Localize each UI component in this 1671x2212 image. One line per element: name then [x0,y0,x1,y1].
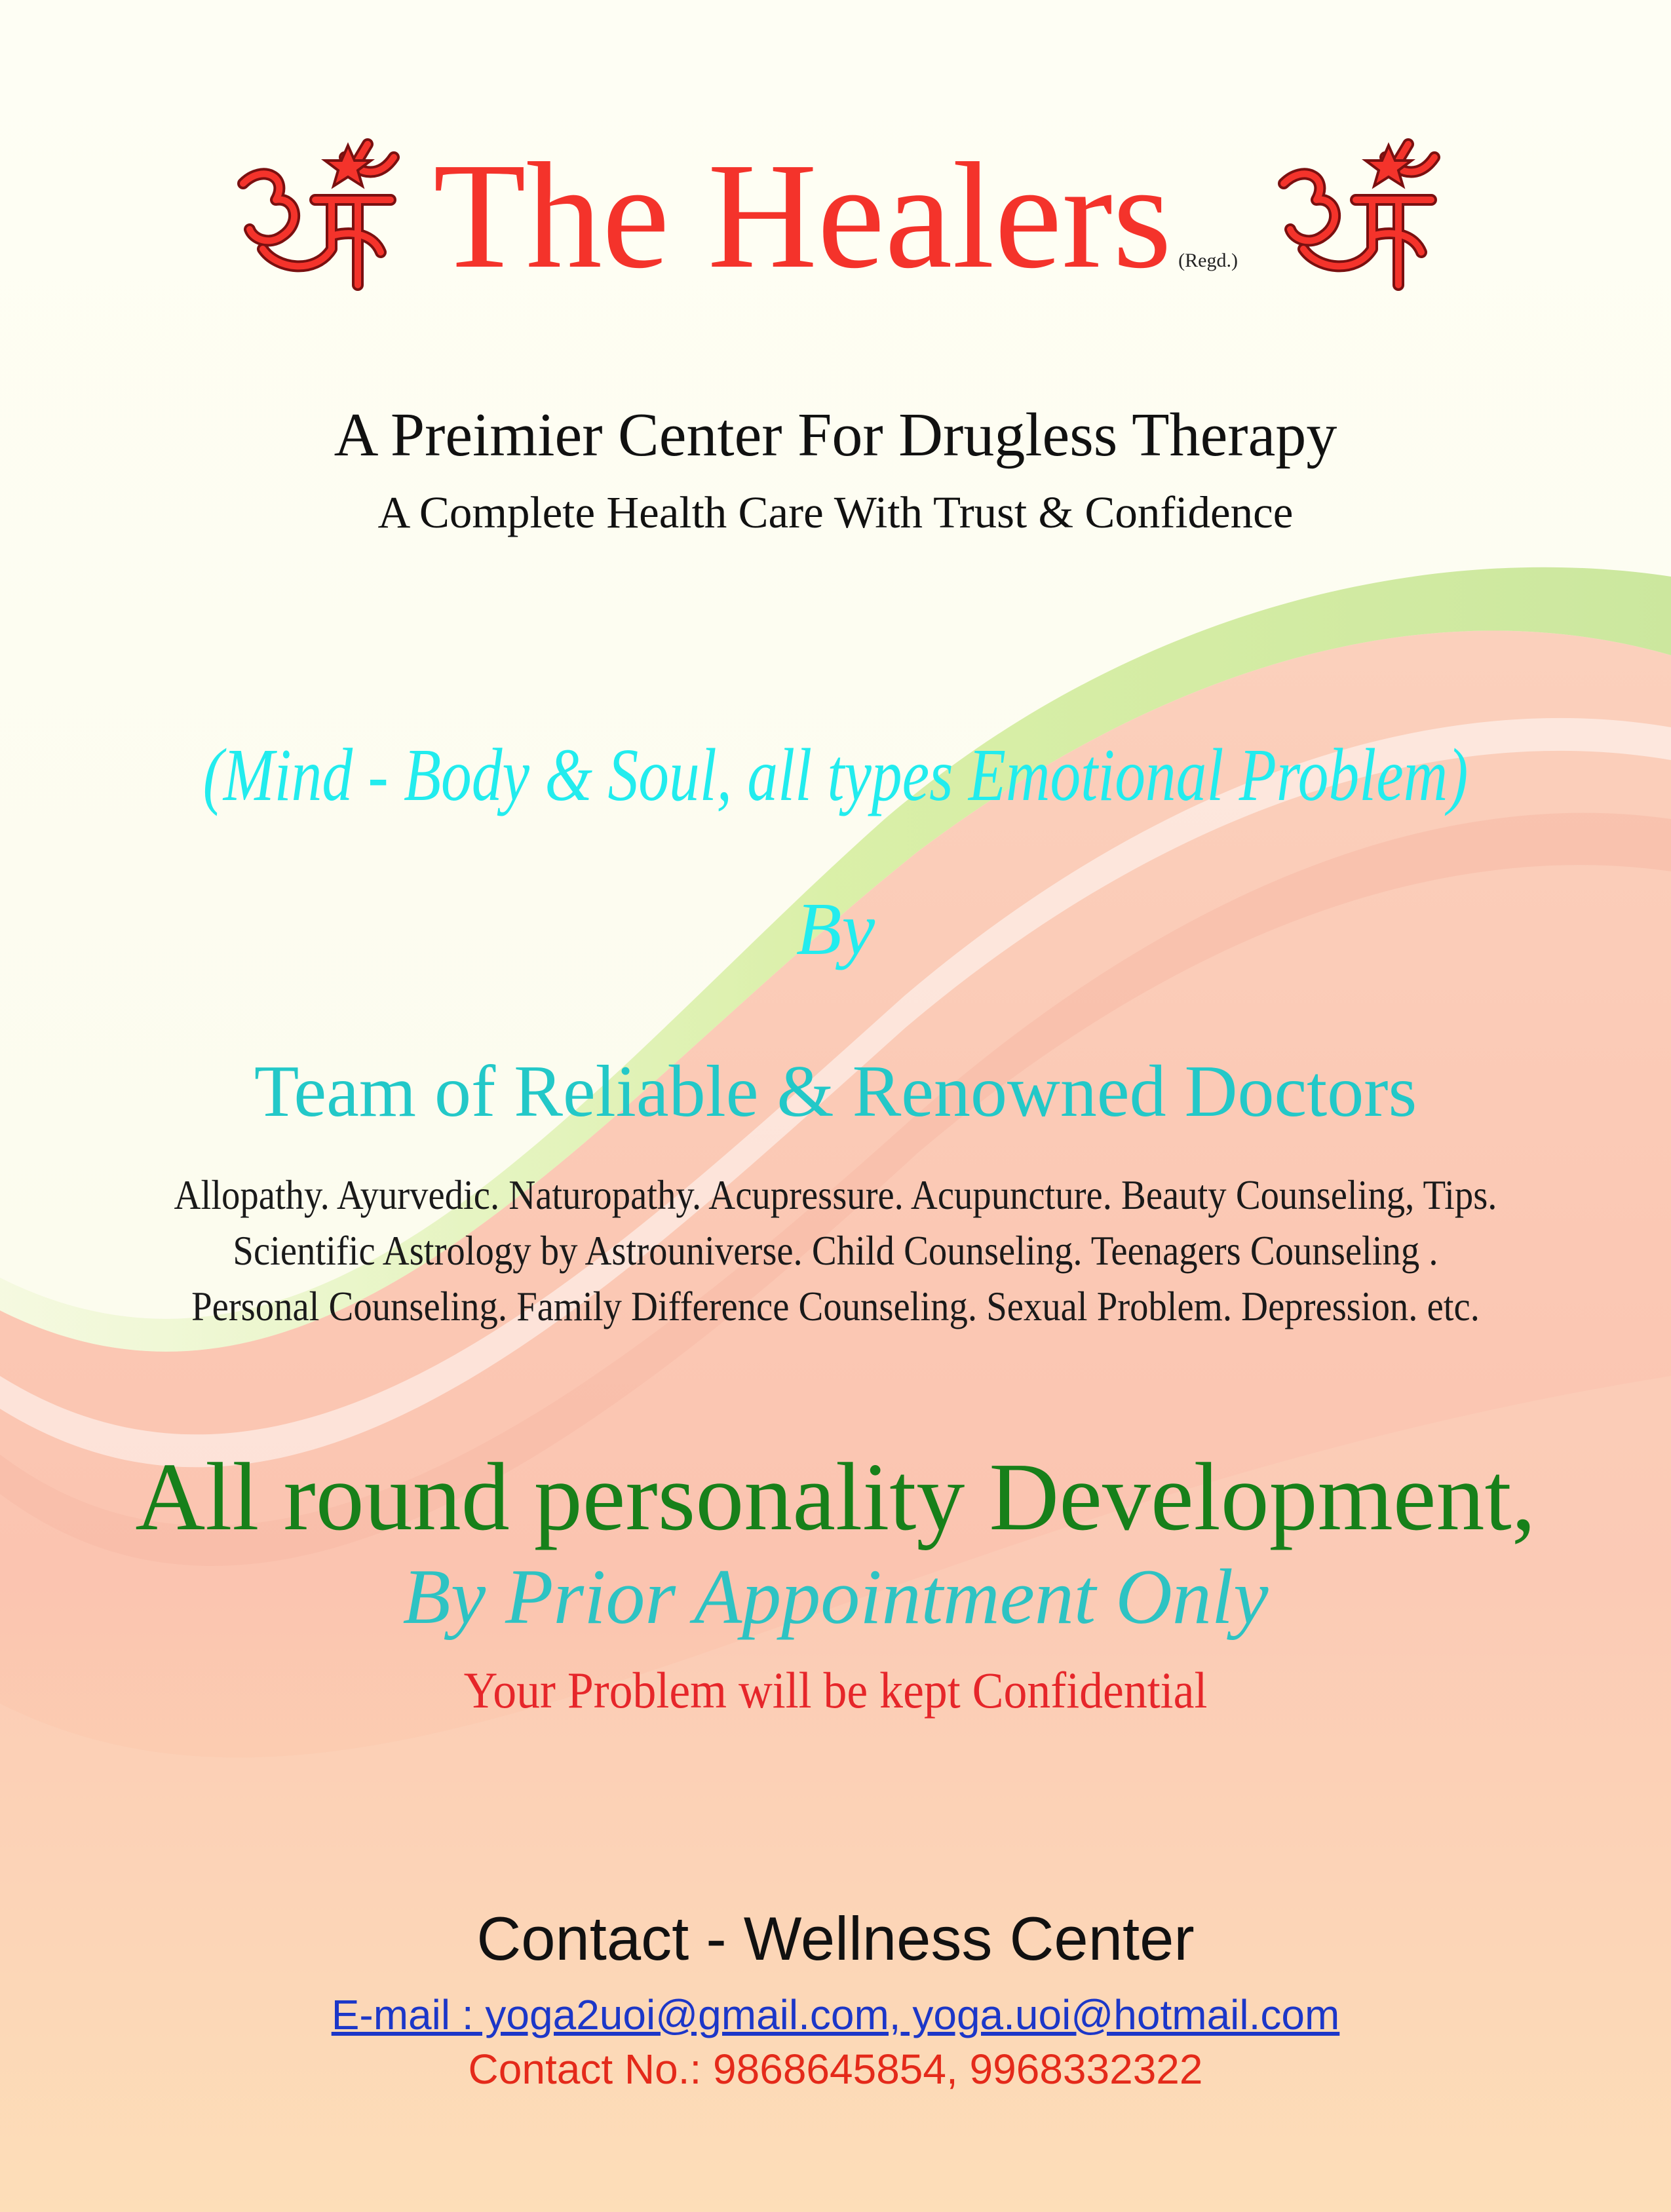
appointment-note: By Prior Appointment Only [402,1553,1269,1640]
team-heading: Team of Reliable & Renowned Doctors [254,1051,1417,1132]
om-symbol-icon [1258,138,1454,295]
registered-mark: (Regd.) [1178,250,1238,271]
tagline: A Preimier Center For Drugless Therapy [334,401,1337,469]
mind-body-soul-heading: (Mind - Body & Soul, all types Emotional Problem) [202,733,1469,816]
by-text: By [796,887,875,970]
contact-heading: Contact - Wellness Center [476,1904,1195,1973]
personality-heading: All round personality Development, [135,1443,1536,1551]
brand-title: The Healers [433,132,1172,300]
subtagline: A Complete Health Care With Trust & Confidence [377,487,1294,537]
title-row [0,132,1671,300]
services-line: Allopathy. Ayurvedic. Naturopathy. Acupressure. Acupuncture. Beauty Counseling, Tips. [174,1172,1497,1218]
om-symbol-icon [217,138,413,295]
phone-line: Contact No.: 9868645854, 9968332322 [468,2046,1203,2093]
services-line: Personal Counseling. Family Difference Counseling. Sexual Problem. Depression. etc. [191,1284,1480,1329]
email-line [0,1991,1671,2039]
services-line: Scientific Astrology by Astrouniverse. Child Counseling. Teenagers Counseling . [233,1228,1438,1274]
email-link[interactable]: E-mail : yoga2uoi@gmail.com, yoga.uoi@hotmail.com [331,1991,1340,2038]
confidentiality-note: Your Problem will be kept Confidential [463,1662,1208,1719]
